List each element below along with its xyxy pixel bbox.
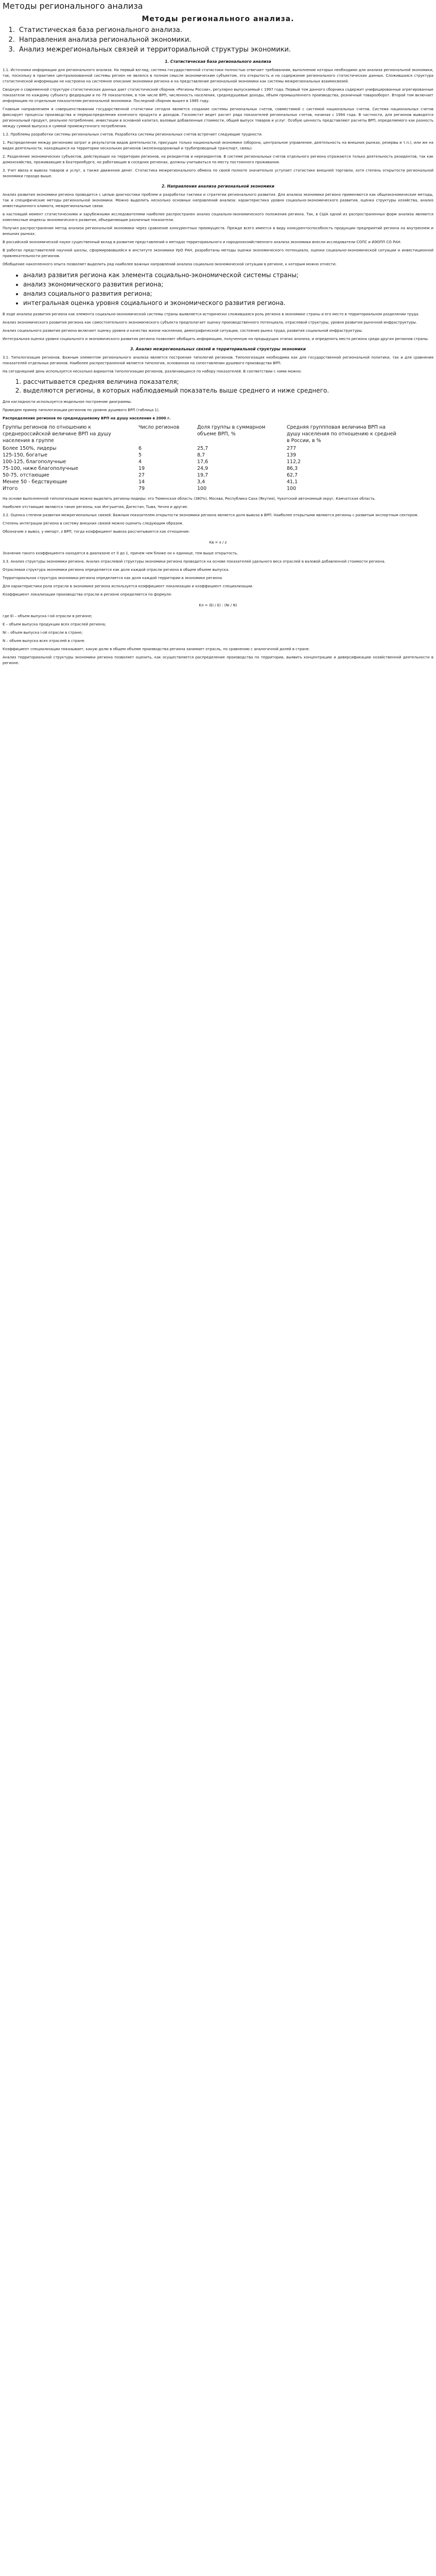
paragraph: 3.1. Типологизация регионов. Важным элементом регионального анализа является построение типологий регионов. Типологизация необходима как для государственной региональной политики, так и для сравнения показателей отдельных регионов. Наиболее распространенной является типология, основанная на сопоставлении душевого производства ВРП. (3, 355, 433, 365)
table-cell: 100 (287, 486, 297, 492)
table-cell: Более 150%, лидеры (3, 446, 57, 451)
paragraph: 2. Разделение экономических субъектов, действующих на территории регионов, на резидентов и нерезидентов. В системе региональных счетов отдельного региона отражаются только деятельность резидентов, так как домохозяйства, проживающие в Екатеринбурге, но работающие в соседних регионах, должны учитываться по месту постоянного проживания. (3, 155, 433, 164)
paragraph: Коэффициент специализации показывает, какую долю в общем объеме производства региона занимает отрасль, по сравнению с аналогичной долей в стране. (3, 647, 310, 651)
paragraph: Коэффициент локализации производства отрасли в регионе определяется по формуле: (3, 592, 172, 597)
page-title: Методы регионального анализа (3, 1, 143, 11)
table-cell: 79 (138, 486, 145, 492)
paragraph: На основе выполненной типологизации можно выделить регионы-лидеры: это Тюменская область (380%), Москва, Республика Саха (Якутия), Чукотский автономный округ, Камчатская область. (3, 497, 376, 501)
paragraph: Анализ социального развития региона включает оценку уровня и качества жизни населения, демографической ситуации, состояния рынка труда, развития социальной инфраструктуры. (3, 329, 363, 333)
section-2-title: 2. Направления анализа региональной экономики (161, 184, 275, 189)
paragraph: Для наглядности используется модельное построение диаграммы. (3, 400, 132, 404)
list-item: • интегральная оценка уровня социального и экономического развития региона. (23, 298, 433, 308)
table-cell: 4 (138, 459, 142, 465)
table-cell: 6 (138, 446, 142, 451)
paragraph: 3.3. Анализ структуры экономики региона. Анализ отраслевой структуры экономики региона проводится на основе показателей удельного веса отраслей в валовой добавленной стоимости региона. (3, 560, 386, 564)
paragraph: Наиболее отстающие являются такие регионы, как Ингушетия, Дагестан, Тыва, Чечня и другие. (3, 505, 188, 509)
table-cell: 19,7 (197, 472, 208, 478)
table-cell: 8,7 (197, 452, 205, 458)
paragraph: Получил распространение метод анализа региональной экономики через сравнение конкурентных преимуществ. Прежде всего имеется в виду конкурентоспособность продукции предприятий региона на внутреннем и внешних рынках. (3, 226, 433, 236)
table-row (3, 479, 412, 485)
paragraph: Приведем пример типологизации регионов по уровню душевого ВРП (таблица 1). (3, 408, 160, 412)
table-cell: 3,4 (197, 479, 205, 485)
paragraph: Сводную о современной структуре статистических данных дает статистический сборник «Регионы России», регулярно выпускаемый с 1997 года. Первый том данного сборника содержит унифицированные агрегированные показатели по каждому субъекту федерации и по 79 показателям, в том числе ВРП, численность населения, среднедушевые доходы, объем промышленного производства, розничный товарооборот. Второй том включает информацию по отдельным показателям региональной экономики. Последний сборник вышел в 1985 году. (3, 88, 433, 103)
list-item: • анализ социального развития региона; (23, 289, 433, 298)
table-header-cell: Группы регионов по отношению к среднероссийской величине ВРП на душу населения в группе (3, 425, 111, 444)
paragraph: 1.1. Источники информации для регионального анализа. На первый взгляд, система государственной статистики полностью отвечает требованиям, выполнение которых необходимо для анализа региональной экономики, так, поскольку в практике централизованной системы регион не являлся в полном смысле экономическим субъектом, эта открытость и на содержание регионального статистических данных. Сложившаяся структура статистической информации не настроена на системное описание экономики региона и на представление региональной экономики как системы межрегиональных взаимосвязей. (3, 68, 433, 83)
formula-legend: Ni – объем выпуска i-ой отрасли в стране; (3, 631, 83, 635)
paragraph: Территориальная структура экономики региона определяется как доля каждой территории в экономике региона. (3, 576, 223, 580)
table-row (3, 485, 412, 492)
list-item: • анализ развития региона как элемента социально-экономической системы страны; (23, 270, 433, 280)
table-row (3, 459, 412, 465)
table-cell: 25,7 (197, 446, 208, 451)
paragraph: в настоящий момент статистическими и зарубежными исследователями наиболее распространен анализ социально-экономического положения региона. Так, в США одной из распространенных форм анализа являются комплексные индексы экономического развития, объединяющие различные показатели. (3, 212, 433, 222)
table-cell: 125-150, богатые (3, 452, 48, 458)
table-of-contents (3, 25, 433, 55)
paragraph: Главным направлением в совершенствовании государственной статистики сегодня является создание системы региональных счетов, совместимой с системой национальных счетов. Система национальных счетов фиксирует процессы производства и перераспределения конечного продукта и доходов. Госкомстат ведет расчет ряда показателей региональных счетов, начиная с 1994 года. В частности, для регионов выводятся региональный продукт, реальное потребление, инвестиции в основной капитал, валовые добавленные стоимости, общий выпуск товаров и услуг. Особую ценность представляют расчеты ВРП, определяемого как разность между суммой выпуска и суммой промежуточного потребления. (3, 107, 433, 128)
table-cell: Менее 50 - бедствующие (3, 479, 67, 485)
table-cell: 50-75, отстающие (3, 472, 49, 478)
toc-item: 1. Статистическая база регионального анализа. (17, 25, 433, 35)
formula: Kв = x / z (209, 540, 227, 545)
typology-steps-list (3, 378, 433, 395)
paragraph: В работах представителей научной школы, сформировавшейся в институте экономики УрО РАН, разработаны методы оценки экономического потенциала, оценки социально-экономической ситуации и инвестиционной привлекательности регионов. (3, 248, 433, 258)
paragraph: На сегодняшний день используется несколько вариантов типологизации регионов, различающихся по набору показателей. В соответствии с ними можно: (3, 369, 302, 374)
paragraph: В ходе анализа развития региона как элемента социально-экономической системы страны выявляется исторически сложившаяся роль региона в экономике страны и его место в территориальном разделении труда. (3, 312, 420, 316)
table-cell: 27 (138, 472, 145, 478)
regions-table (3, 424, 412, 492)
paragraph: 1. Распределение между регионами затрат и результатов видов деятельности, присущих только национальной экономике (оборона, центральное управление, деятельность на внешних рынках, резервы и т.п.), или же на видах деятельности, находящихся на территории нескольких регионов (железнодорожный и трубопроводный транспорт, связь). (3, 141, 433, 150)
list-item: • анализ экономического развития региона; (23, 280, 433, 289)
table-cell: 112,2 (287, 459, 301, 465)
formula-legend: E – объем выпуска продукции всех отраслей региона; (3, 622, 106, 626)
paragraph: 3.2. Оценка степени развития межрегиональных связей. Важным показателем открытости экономики региона является доля вывоза в ВРП. Наиболее открытыми являются регионы с развитым экспортным сектором. (3, 513, 418, 517)
paragraph: Анализ территориальной структуры экономики региона позволяет оценить, как осуществляется распределение производства по территории, выявить концентрацию и диверсификацию хозяйственной деятельности в регионе. (3, 655, 433, 665)
paragraph: 3. Учет ввоза и вывоза товаров и услуг, а также движения денег. Статистика межрегионального обмена по своей полноте значительно уступает статистике внешней торговли, хотя степень открытости региональной экономики гораздо выше. (3, 168, 433, 178)
table-header-cell: Доля группы в суммарном объеме ВРП, % (197, 425, 266, 437)
table-cell: 41,1 (287, 479, 298, 485)
formula-legend: где Ei – объем выпуска i-ой отрасли в регионе; (3, 614, 93, 618)
paragraph: Для характеристики роли отрасли в экономике региона используется коэффициент локализации и коэффициент специализации. (3, 584, 254, 588)
table-header-cell: Средняя группповая величина ВРП на душу населения по отношению к средней в России, в % (287, 425, 396, 444)
document-heading: Методы регионального анализа. (142, 15, 294, 23)
document-page (0, 0, 436, 666)
section-1-title: 1. Статистическая база регионального анализа (165, 59, 271, 64)
analysis-directions-list (3, 270, 433, 308)
table-cell: 139 (287, 452, 297, 458)
table-cell: 100-125, благополучные (3, 459, 66, 465)
table-cell: 5 (138, 452, 142, 458)
table-cell: 17,6 (197, 459, 208, 465)
paragraph: В российской экономической науке существенный вклад в развитие представлений о методах территориального и народнохозяйственного анализа экономики внесли исследователи СОПС и ИЭОПП СО РАН. (3, 240, 402, 244)
table-cell: 14 (138, 479, 145, 485)
table-cell: 19 (138, 466, 145, 471)
table-cell: 100 (197, 486, 207, 492)
formula-legend: N – объем выпуска всех отраслей в стране. (3, 639, 85, 643)
table-cell: 86,3 (287, 466, 298, 471)
paragraph: Отраслевая структура экономики региона определяется как доля каждой отрасли региона в общем объеме выпуска. (3, 568, 230, 572)
table-cell: 24,9 (197, 466, 208, 471)
section-3-title: 3. Анализ межрегиональных связей и территориальной структуры экономики (130, 347, 306, 351)
paragraph: Обозначим x вывоз, y импорт, z ВРП, тогда коэффициент вывоза рассчитывается как отношение: (3, 530, 190, 534)
paragraph: Интегральная оценка уровня социального и экономического развития региона позволяет обобщить информацию, полученную на предыдущих этапах анализа, и определить место региона среди других регионов страны. (3, 337, 429, 341)
table-row (3, 465, 412, 472)
paragraph: Степень интеграции региона в систему внешних связей можно оценить следующим образом. (3, 521, 183, 526)
table-cell: Итого (3, 486, 18, 492)
table-cell: 62,7 (287, 472, 298, 478)
table-title: Распределение регионов по среднедушевому ВРП на душу населения в 2000 г. (3, 416, 171, 420)
toc-item: 3. Анализ межрегиональных связей и территориальной структуры экономики. (17, 45, 433, 55)
table-header-row (3, 424, 412, 445)
table-row (3, 452, 412, 459)
table-header-cell: Число регионов (138, 425, 180, 430)
table-row (3, 445, 412, 452)
formula: Kл = (Ei / E) : (Ni / N) (199, 603, 237, 607)
paragraph: Анализ экономического развития региона как самостоятельного экономического субъекта предполагает оценку производственного потенциала, отраслевой структуры, уровня развития рыночной инфраструктуры. (3, 320, 417, 325)
paragraph: Анализ развития экономики региона проводится с целью диагностики проблем и разработки тактики и стратегии регионального развития. Для анализа экономики региона применяются как общеэкономические методы, так и специфические методы региональной экономики. Можно выделить несколько основных направлений анализа: характеристика уровня социально-экономического развития, оценка структуры хозяйства, анализ инвестиционного климата, межрегиональные связи. (3, 193, 433, 208)
table-cell: 277 (287, 446, 297, 451)
table-row (3, 472, 412, 479)
paragraph: 1.2. Проблемы разработки системы региональных счетов. Разработка системы региональных счетов встречает следующие трудности. (3, 132, 263, 137)
toc-item: 2. Направления анализа региональной экономики. (17, 35, 433, 45)
list-item: 2. выделяются регионы, в которых наблюдаемый показатель выше среднего и ниже среднего. (23, 386, 433, 395)
paragraph: Обобщение накопленного опыта позволяет выделить ряд наиболее важных направлений анализа социально-экономической ситуации в регионе, к которым можно отнести: (3, 262, 337, 266)
list-item: 1. рассчитывается средняя величина показателя; (23, 378, 433, 386)
paragraph: Значения такого коэффициента находятся в диапазоне от 0 до 1, причем чем ближе он к единице, тем выше открытость. (3, 551, 238, 555)
table-cell: 75-100, ниже благополучные (3, 466, 78, 471)
